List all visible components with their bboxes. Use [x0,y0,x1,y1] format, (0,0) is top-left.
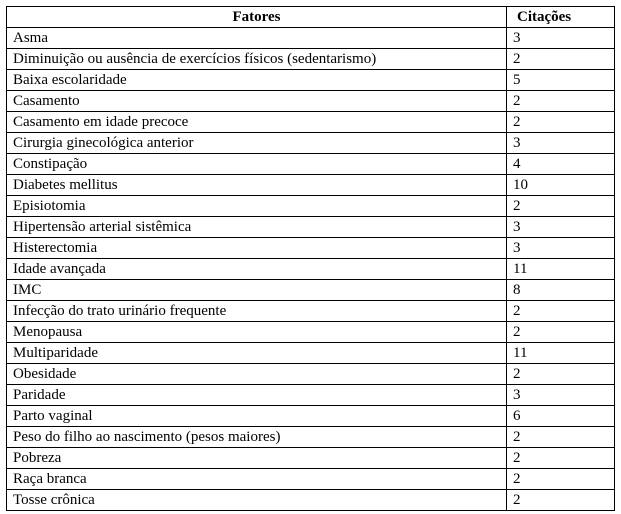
table-row [7,322,615,343]
factor-name-cell: Cirurgia ginecológica anterior [7,133,507,154]
factor-name-cell: Menopausa [7,322,507,343]
citation-count-cell: 3 [507,217,615,238]
table-row [7,490,615,511]
citation-count-cell: 11 [507,259,615,280]
factor-name-cell: Diminuição ou ausência de exercícios físicos (sedentarismo) [7,49,507,70]
table-row [7,133,615,154]
factor-name-cell: Histerectomia [7,238,507,259]
citation-count-cell: 2 [507,490,615,511]
citation-count-cell: 3 [507,238,615,259]
factor-name-cell: Hipertensão arterial sistêmica [7,217,507,238]
table-header-row [7,7,615,28]
citation-count-cell: 8 [507,280,615,301]
factor-name-cell: Diabetes mellitus [7,175,507,196]
table-row [7,364,615,385]
factor-name-cell: Pobreza [7,448,507,469]
factor-name-cell: Peso do filho ao nascimento (pesos maiores) [7,427,507,448]
table-row [7,301,615,322]
table-row [7,112,615,133]
header-citacoes: Citações [507,7,615,28]
citation-count-cell: 6 [507,406,615,427]
table-row [7,406,615,427]
factor-name-cell: Casamento [7,91,507,112]
citation-count-cell: 3 [507,133,615,154]
citation-count-cell: 5 [507,70,615,91]
factor-name-cell: Asma [7,28,507,49]
citation-count-cell: 2 [507,91,615,112]
table-row [7,28,615,49]
table-row [7,196,615,217]
table-row [7,343,615,364]
table-row [7,427,615,448]
factor-name-cell: IMC [7,280,507,301]
factor-name-cell: Casamento em idade precoce [7,112,507,133]
factor-name-cell: Obesidade [7,364,507,385]
citation-count-cell: 2 [507,322,615,343]
factor-name-cell: Parto vaginal [7,406,507,427]
citation-count-cell: 2 [507,469,615,490]
factor-name-cell: Infecção do trato urinário frequente [7,301,507,322]
citation-count-cell: 2 [507,112,615,133]
factor-name-cell: Baixa escolaridade [7,70,507,91]
citation-count-cell: 2 [507,364,615,385]
factor-name-cell: Idade avançada [7,259,507,280]
factors-table-container [6,6,614,511]
citation-count-cell: 2 [507,301,615,322]
citation-count-cell: 2 [507,448,615,469]
table-row [7,91,615,112]
factor-name-cell: Multiparidade [7,343,507,364]
factor-name-cell: Paridade [7,385,507,406]
citation-count-cell: 2 [507,49,615,70]
citation-count-cell: 4 [507,154,615,175]
table-row [7,238,615,259]
factor-name-cell: Tosse crônica [7,490,507,511]
citation-count-cell: 2 [507,427,615,448]
table-row [7,469,615,490]
factors-table [6,6,615,511]
table-row [7,154,615,175]
header-fatores: Fatores [7,7,507,28]
table-row [7,217,615,238]
citation-count-cell: 3 [507,28,615,49]
factor-name-cell: Raça branca [7,469,507,490]
citation-count-cell: 10 [507,175,615,196]
table-row [7,175,615,196]
factor-name-cell: Constipação [7,154,507,175]
factor-name-cell: Episiotomia [7,196,507,217]
table-body [7,28,615,511]
citation-count-cell: 2 [507,196,615,217]
table-row [7,448,615,469]
table-row [7,280,615,301]
citation-count-cell: 11 [507,343,615,364]
table-row [7,49,615,70]
citation-count-cell: 3 [507,385,615,406]
table-row [7,259,615,280]
table-row [7,385,615,406]
table-row [7,70,615,91]
